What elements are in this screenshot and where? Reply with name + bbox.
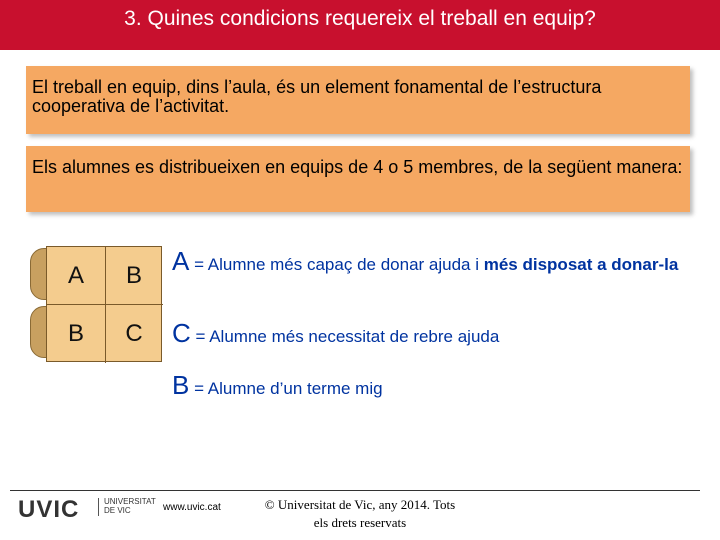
footer-url[interactable]: www.uvic.cat [163,502,221,513]
title-bar [0,0,720,50]
definition-text: = Alumne més capaç de donar ajuda i [189,255,484,274]
grid-cell: A [67,262,84,289]
definition-a [172,246,692,281]
definition-emphasis: més disposat a donar-la [483,255,679,274]
grid-cell: B [67,320,84,347]
definition-b [172,370,383,401]
definition-letter: A [172,246,190,276]
copyright-line-1: © Universitat de Vic, any 2014. Tots [264,497,456,512]
logo-line-2: DE VIC [104,506,131,515]
definition-text: = Alumne més necessitat de rebre ajuda [190,327,500,346]
copyright-line-2: els drets reservats [313,515,407,530]
definition-text: = Alumne d’un terme mig [189,379,383,398]
grid-cell: B [125,262,142,289]
intro-box [26,66,690,134]
logo-separator [98,498,99,516]
logo-line-1: UNIVERSITAT [104,497,156,506]
grid-cell: C [125,320,143,347]
definition-letter: B [172,370,190,400]
definition-c [172,318,499,349]
logo-subtitle [104,497,156,515]
copyright [250,496,470,532]
grid-box [46,246,162,362]
team-grid [30,246,178,362]
intro-text: El treball en equip, dins l’aula, és un element fonamental de l’estructura cooperativa de l’activitat. [32,77,602,116]
distribution-text: Els alumnes es distribueixen en equips de 4 o 5 membres, de la següent manera: [32,157,683,177]
footer-divider [10,490,700,491]
logo-wordmark: UVIC [18,496,80,523]
page-title: 3. Quines condicions requereix el treball en equip? [124,7,596,30]
definition-letter: C [172,318,191,348]
uvic-logo [18,496,158,522]
distribution-box [26,146,690,212]
